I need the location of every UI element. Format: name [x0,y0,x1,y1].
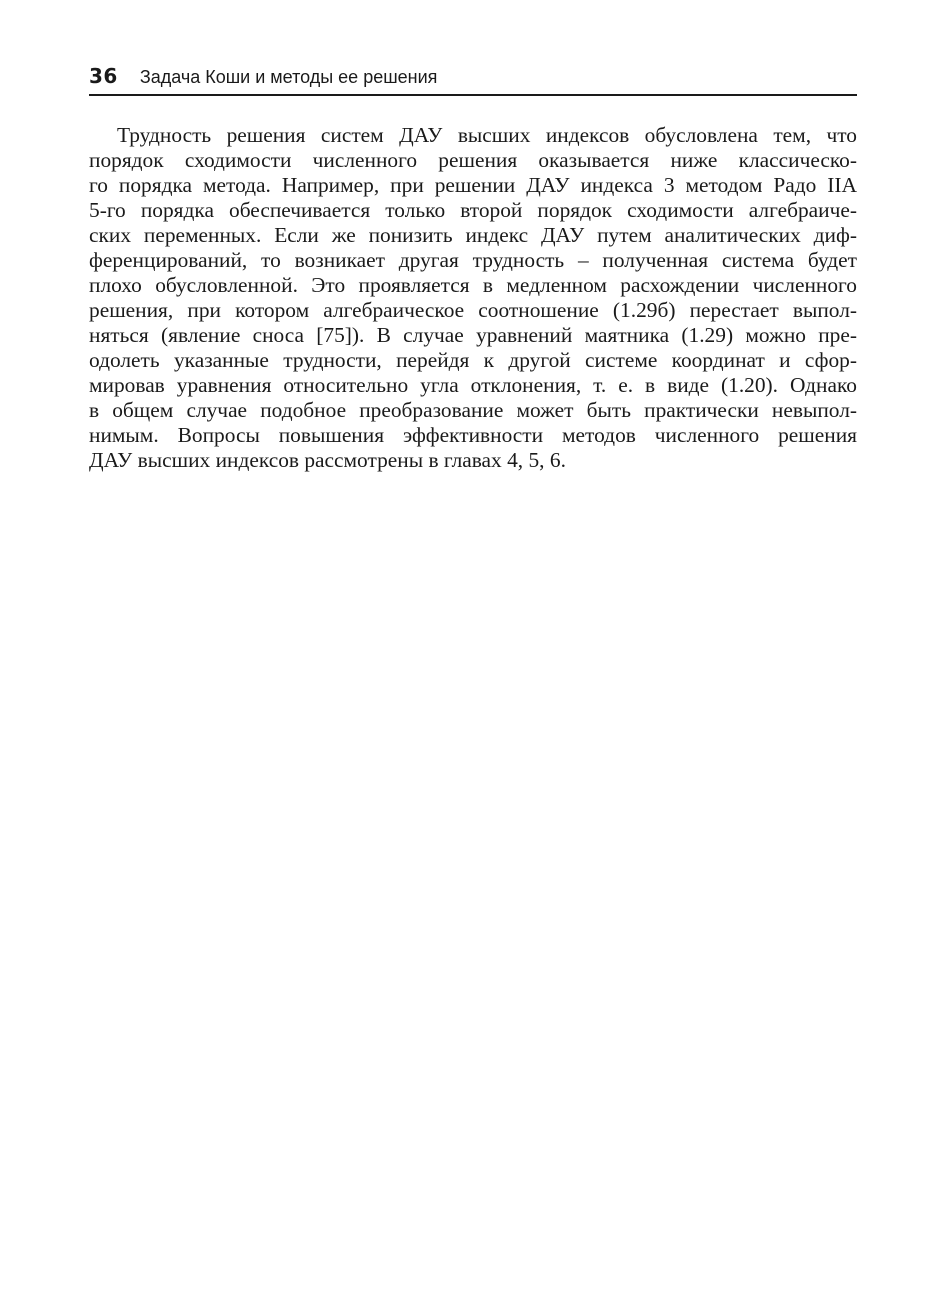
paragraph-line: го порядка метода. Например, при решении ДАУ индекса 3 методом Радо IIA [89,173,857,197]
paragraph-line: плохо обусловленной. Это проявляется в медленном расхождении численного [89,273,857,297]
paragraph-line: ференцирований, то возникает другая трудность – полученная система будет [89,248,857,272]
paragraph-line: ДАУ высших индексов рассмотрены в главах 4, 5, 6. [89,448,566,472]
paragraph-line: няться (явление сноса [75]). В случае уравнений маятника (1.29) можно пре- [89,323,857,347]
chapter-title: Задача Коши и методы ее решения [139,67,438,87]
paragraph-line: мировав уравнения относительно угла отклонения, т. е. в виде (1.20). Однако [89,373,857,397]
paragraph-line: ских переменных. Если же понизить индекс ДАУ путем аналитических диф- [89,223,857,247]
paragraph-line: в общем случае подобное преобразование может быть практически невыпол- [89,398,857,422]
paragraph-line: решения, при котором алгебраическое соотношение (1.29б) перестает выпол- [89,298,857,322]
body-paragraph [89,123,857,473]
running-head [89,62,857,96]
paragraph-line: одолеть указанные трудности, перейдя к другой системе координат и сфор- [89,348,857,372]
paragraph-line: 5-го порядка обеспечивается только второй порядок сходимости алгебраиче- [89,198,857,222]
paragraph-line: порядок сходимости численного решения оказывается ниже классическо- [89,148,857,172]
paragraph-line: Трудность решения систем ДАУ высших индексов обусловлена тем, что [117,123,857,147]
page-number: 36 [89,64,118,88]
paragraph-line: нимым. Вопросы повышения эффективности методов численного решения [89,423,857,447]
